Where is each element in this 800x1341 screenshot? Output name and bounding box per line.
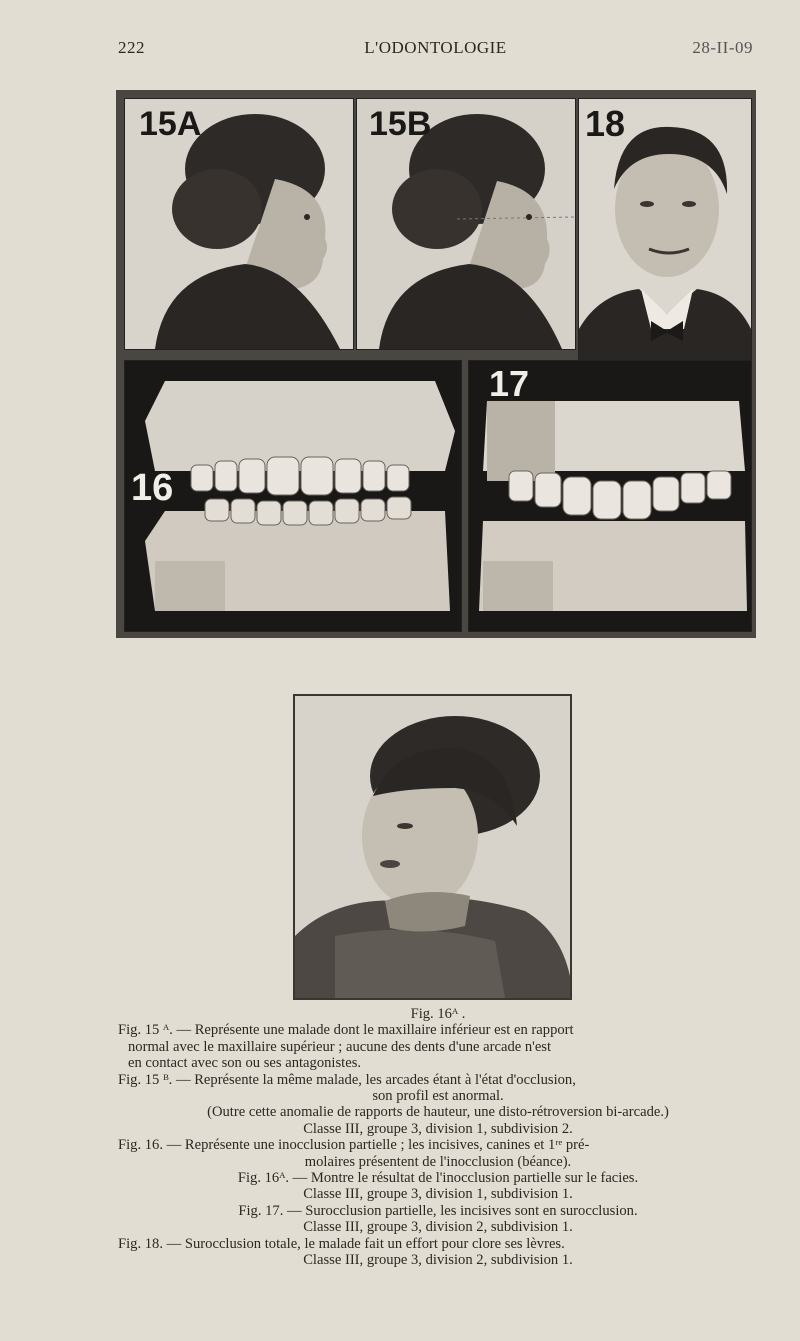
page-number: 222 [118,38,145,57]
caption-fig-17: Fig. 17. — Surocclusion partielle, les incisives sont en surocclusion. [238,1202,638,1219]
caption-class-1: Classe III, groupe 3, division 1, subdivision 2. [303,1120,573,1137]
caption-class-4: Classe III, groupe 3, division 2, subdivision 1. [303,1252,573,1269]
label-15a: 15A [139,105,202,143]
photo-fig-16 [124,360,462,632]
caption-class-3: Classe III, groupe 3, division 2, subdivision 1. [303,1219,573,1236]
issue-date: 28-II-09 [692,38,753,57]
dental-cast-illustration [125,361,461,631]
label-18: 18 [585,103,626,144]
photo-fig-16a [293,694,572,1000]
caption-fig-15b-line1: Fig. 15 ᴮ. — Représente la même malade, les arcades étant à l'état d'occlusion, [118,1071,576,1088]
caption-fig-16-line1: Fig. 16. — Représente une inocclusion partielle ; les incisives, canines et 1ʳᵉ pré- [118,1137,590,1154]
woman-portrait-illustration [295,696,570,998]
running-title: L'ODONTOLOGIE [364,38,507,57]
photo-plate [116,90,756,638]
caption-fig-16a: Fig. 16ᴬ. — Montre le résultat de l'inocclusion partielle sur le facies. [237,1170,639,1187]
photo-fig-17 [468,360,752,632]
label-17: 17 [489,363,530,404]
fig-16a-title: Fig. 16ᴬ . [410,1006,466,1022]
caption-fig-15a-line3: en contact avec son ou ses antagonistes. [128,1055,362,1072]
caption-fig-15b-line2: son profil est anormal. [372,1088,504,1105]
caption-note: (Outre cette anomalie de rapports de hauteur, une disto-rétroversion bi-arcade.) [207,1104,669,1121]
figure-captions [118,1006,758,1269]
photo-fig-15a [124,98,354,350]
label-15b: 15B [369,105,432,143]
caption-fig-15a-line1: Fig. 15 ᴬ. — Représente une malade dont le maxillaire inférieur est en rapport [118,1022,574,1039]
photo-fig-15b [356,98,576,350]
caption-fig-18: Fig. 18. — Surocclusion totale, le malade fait un effort pour clore ses lèvres. [118,1235,565,1252]
label-16: 16 [131,467,174,509]
running-header [118,38,753,62]
caption-class-2: Classe III, groupe 3, division 1, subdivision 1. [303,1186,573,1203]
caption-fig-16-line2: molaires présentent de l'inocclusion (béance). [304,1153,572,1170]
photo-fig-18 [578,98,752,378]
caption-fig-15a-line2: normal avec le maxillaire supérieur ; aucune des dents d'une arcade n'est [128,1038,552,1055]
